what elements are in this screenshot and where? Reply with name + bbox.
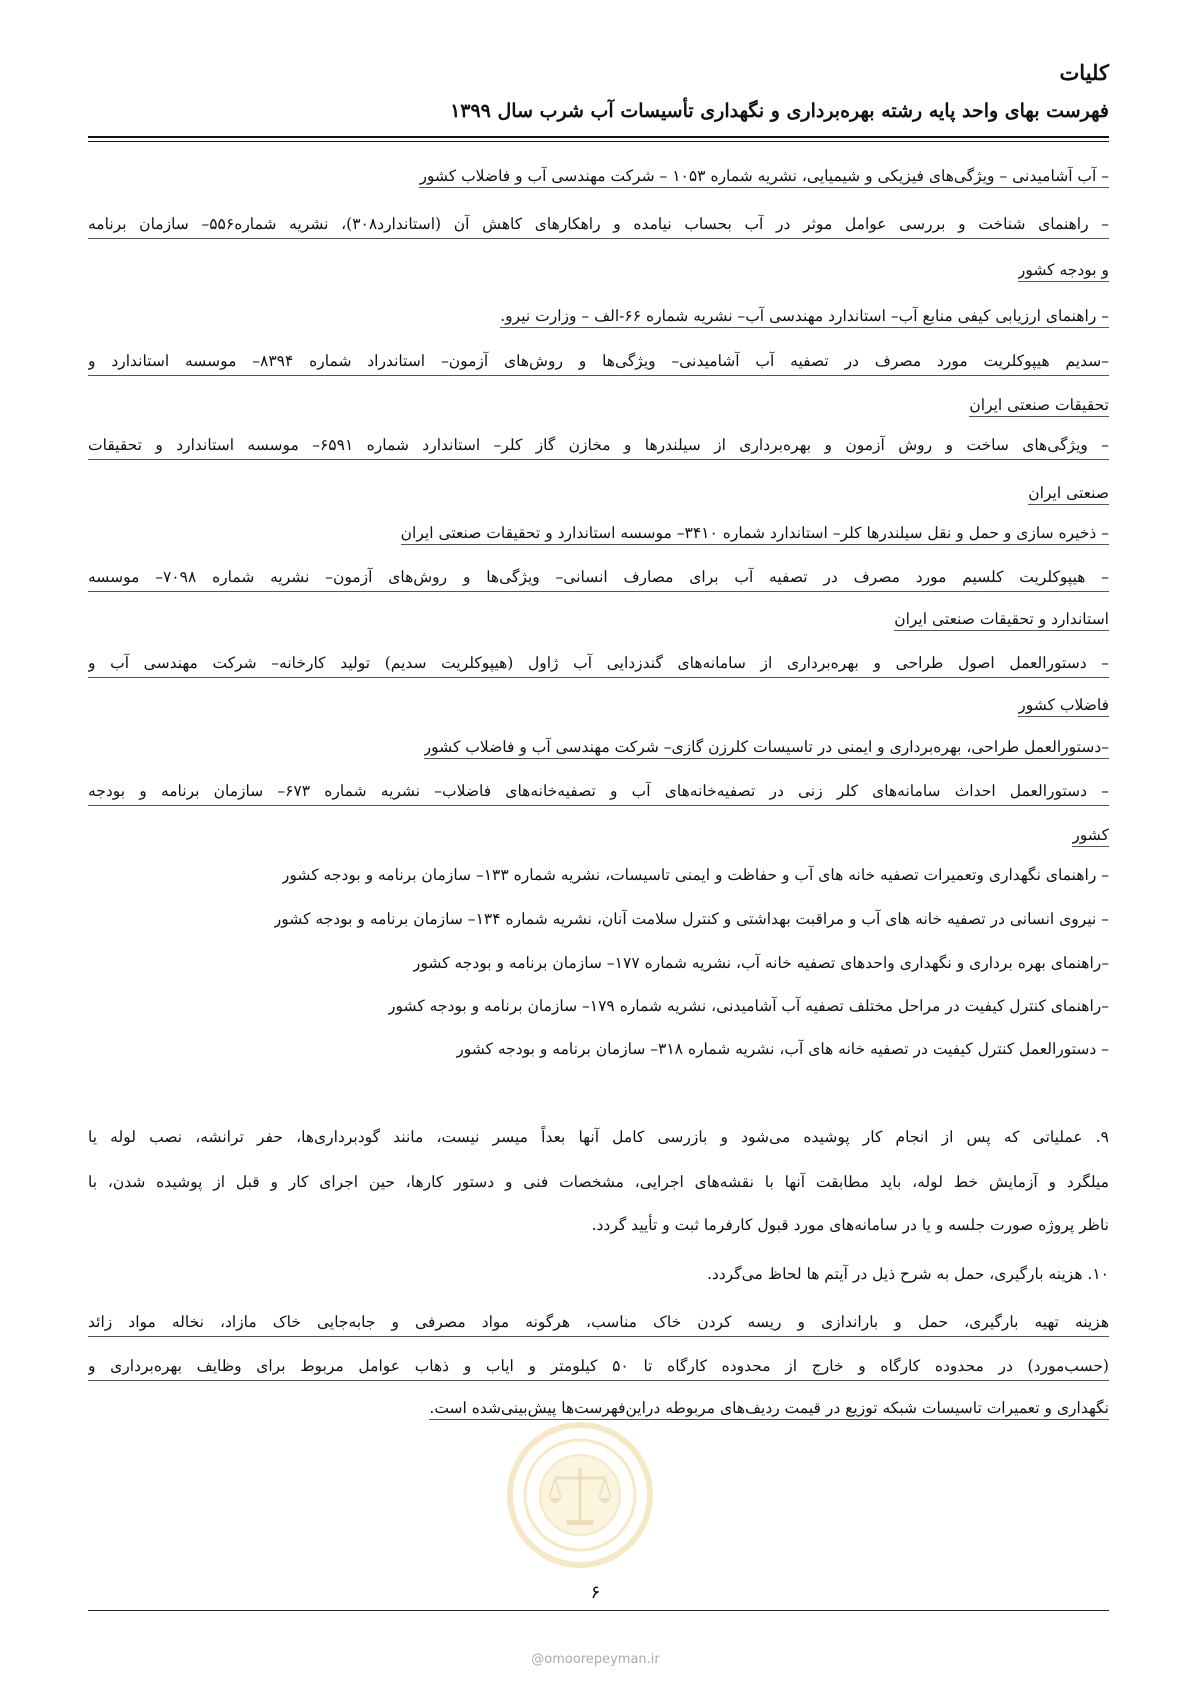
reference-item: – دستورالعمل کنترل کیفیت در تصفیه خانه های آب، نشریه شماره ۳۱۸– سازمان برنامه و بودجه کشور [456,1040,1109,1058]
scales-seal-icon [505,1420,655,1570]
reference-item: – ویژگی‌های ساخت و روش آزمون و بهره‌برداری از سیلندرها و مخازن گاز کلر– استاندارد شماره ۶۵۹۱– موسسه استاندارد و تحقیقات [88,433,1109,460]
section-heading: کلیات [1059,60,1109,85]
paragraph-10-heading: ۱۰. هزینه بارگیری، حمل به شرح ذیل در آیتم ها لحاظ می‌گردد. [706,1265,1109,1283]
footer-rule [88,1610,1109,1611]
reference-item-continued: کشور [1072,823,1109,849]
paragraph-9-line: ۹. عملیاتی که پس از انجام کار پوشیده می‌شود و بازرسی کامل آنها بعداً میسر نیست، مانند گودبرداری‌ها، حفر ترانشه، نصب لوله یا [88,1128,1109,1146]
paragraph-10-line: نگهداری و تعمیرات تاسیسات شبکه توزیع در قیمت ردیف‌های مربوطه دراین‌فهرست‌ها پیش‌بینی‌شده است. [429,1396,1109,1422]
reference-item: – دستورالعمل احداث سامانه‌های کلر زنی در تصفیه‌خانه‌های آب و تصفیه‌خانه‌های فاضلاب– نشریه شماره ۶۷۳– سازمان برنامه و بودجه [88,779,1109,806]
reference-item: –راهنمای بهره برداری و نگهداری واحدهای تصفیه خانه آب، نشریه شماره ۱۷۷– سازمان برنامه و بودجه کشور [412,954,1109,972]
reference-item: – دستورالعمل اصول طراحی و بهره‌برداری از سامانه‌های گندزدایی آب ژاول (هیپوکلریت سدیم) تولید کارخانه– شرکت مهندسی آب و [88,651,1109,678]
reference-item: – هیپوکلریت کلسیم مورد مصرف در تصفیه آب برای مصارف انسانی– ویژگی‌ها و روش‌های آزمون– نشریه شماره ۷۰۹۸– موسسه [88,565,1109,592]
document-title: فهرست بهای واحد پایه رشته بهره‌برداری و نگهداری تأسیسات آب شرب سال ۱۳۹۹ [450,100,1109,122]
reference-item: – راهنمای ارزیابی کیفی منابع آب– استاندارد مهندسی آب– نشریه شماره ۶۶-الف – وزارت نیرو. [500,304,1109,330]
reference-item: –راهنمای کنترل کیفیت در مراحل مختلف تصفیه آب آشامیدنی، نشریه شماره ۱۷۹– سازمان برنامه و بودجه کشور [387,997,1109,1015]
header-rule-thick [88,136,1109,138]
reference-item-continued: استاندارد و تحقیقات صنعتی ایران [894,607,1109,633]
paragraph-10-line: (حسب‌مورد) در محدوده کارگاه و خارج از محدوده کارگاه تا ۵۰ کیلومتر و ایاب و ذهاب عوامل مربوط برای وظایف بهره‌برداری و [88,1354,1109,1381]
paragraph-9-line: میلگرد و آزمایش خط لوله، باید مطابقت آنها با نقشه‌های اجرایی، مشخصات فنی و دستور کارها، حین اجرای کار و قبل از پوشیده شدن، با [88,1173,1109,1191]
reference-item: – راهنمای شناخت و بررسی عوامل موثر در آب بحساب نیامده و راهکارهای کاهش آن (استاندارد۳۰۸)، نشریه شماره۵۵۶– سازمان برنامه [88,212,1109,239]
reference-item: – راهنمای نگهداری وتعمیرات تصفیه خانه های آب و حفاظت و ایمنی تاسیسات، نشریه شماره ۱۳۳– سازمان برنامه و بودجه کشور [281,866,1109,884]
header-rule-thin [88,141,1109,142]
reference-item: – نیروی انسانی در تصفیه خانه های آب و مراقبت بهداشتی و کنترل سلامت آنان، نشریه شماره ۱۳۴– سازمان برنامه و بودجه کشور [273,910,1109,928]
reference-item-continued: و بودجه کشور [1018,258,1109,284]
page-number: ۶ [590,1582,601,1603]
reference-item: – ذخیره سازی و حمل و نقل سیلندرها کلر– استاندارد شماره ۳۴۱۰– موسسه استاندارد و تحقیقات صنعتی ایران [401,521,1109,547]
reference-item-continued: صنعتی ایران [1028,481,1109,507]
paragraph-10-line: هزینه تهیه بارگیری، حمل و باراندازی و ریسه کردن خاک مناسب، هرگونه مواد مصرفی و جابه‌جایی خاک مازاد، نخاله مواد زائد [88,1310,1109,1337]
reference-item: –دستورالعمل طراحی، بهره‌برداری و ایمنی در تاسیسات کلرزن گازی– شرکت مهندسی آب و فاضلاب کشور [424,735,1109,761]
reference-item: – آب آشامیدنی – ویژگی‌های فیزیکی و شیمیایی، نشریه شماره ۱۰۵۳ – شرکت مهندسی آب و فاضلاب کشور [419,164,1109,190]
watermark-site-text: @omoorepeyman.ir [531,1652,660,1667]
reference-item: –سدیم هیپوکلریت مورد مصرف در تصفیه آب آشامیدنی– ویژگی‌ها و روش‌های آزمون– استاندراد شماره ۸۳۹۴– موسسه استاندارد و [88,349,1109,376]
paragraph-9-line: ناظر پروژه صورت جلسه و یا در سامانه‌های مورد قبول کارفرما ثبت و تأیید گردد. [591,1216,1109,1234]
reference-item-continued: تحقیقات صنعتی ایران [969,393,1109,419]
reference-item-continued: فاضلاب کشور [1018,693,1109,719]
